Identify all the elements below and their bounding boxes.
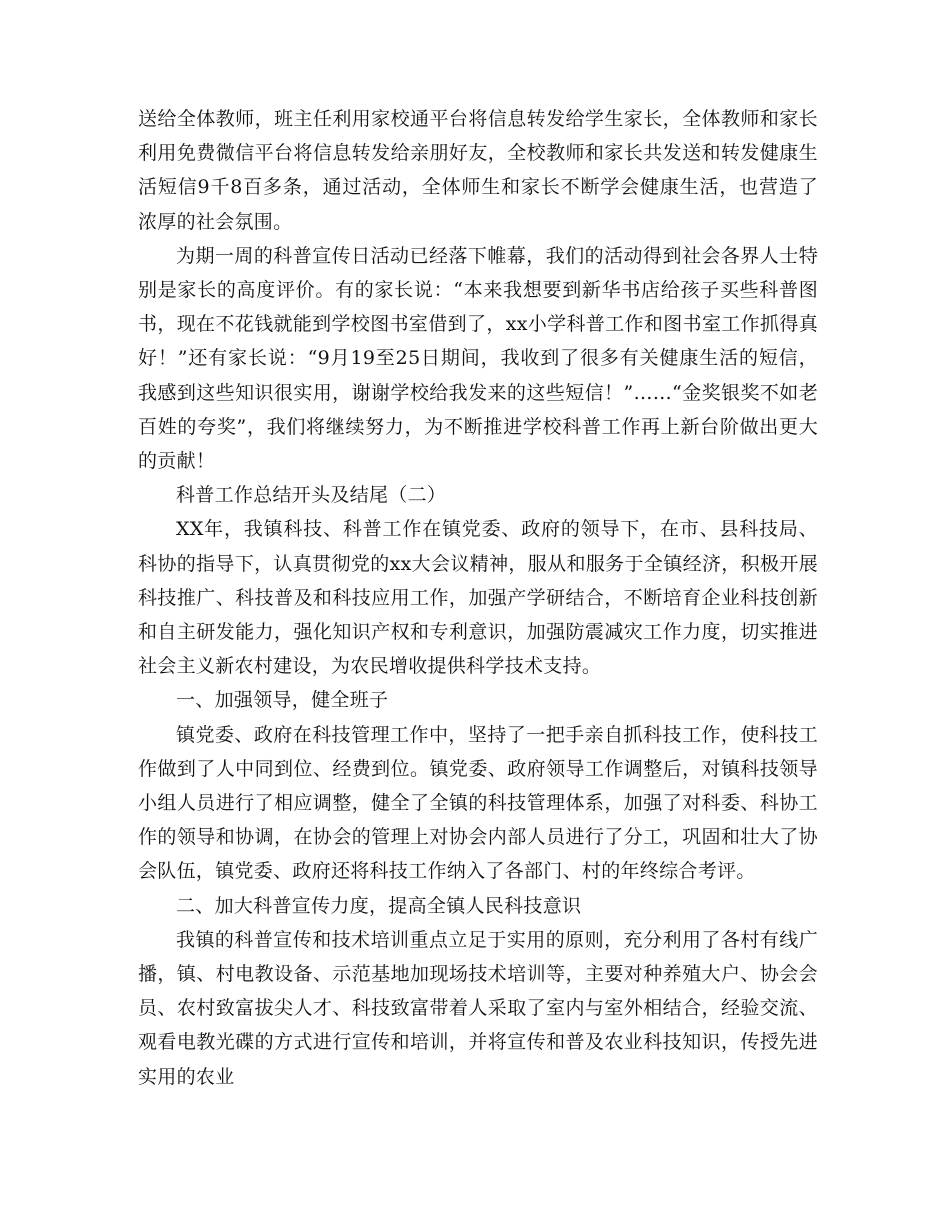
paragraph-2: 为期一周的科普宣传日活动已经落下帷幕，我们的活动得到社会各界人士特别是家长的高度评价。有的家长说：“本来我想要到新华书店给孩子买些科普图书，现在不花钱就能到学校图书室借到了，xx小学科普工作和图书室工作抓得真好！”还有家长说：“9月19至25日期间，我收到了很多有关健康生活的短信，我感到这些知识很实用，谢谢学校给我发来的这些短信！”……“金奖银奖不如老百姓的夸奖”，我们将继续努力，为不断推进学校科普工作再上新台阶做出更大的贡献！ [138,244,818,473]
paragraph-3: XX年，我镇科技、科普工作在镇党委、政府的领导下，在市、县科技局、科协的指导下，认真贯彻党的xx大会议精神，服从和服务于全镇经济，积极开展科技推广、科技普及和科技应用工作，加强产学研结合，不断培育企业科技创新和自主研发能力，强化知识产权和专利意识，加强防震减灾工作力度，切实推进社会主义新农村建设，为农民增收提供科学技术支持。 [138,518,818,678]
paragraph-4: 镇党委、政府在科技管理工作中，坚持了一把手亲自抓科技工作，使科技工作做到了人中同到位、经费到位。镇党委、政府领导工作调整后，对镇科技领导小组人员进行了相应调整，健全了全镇的科技管理体系，加强了对科委、科协工作的领导和协调，在协会的管理上对协会内部人员进行了分工，巩固和壮大了协会队伍，镇党委、政府还将科技工作纳入了各部门、村的年终综合考评。 [138,723,818,883]
paragraph-5: 我镇的科普宣传和技术培训重点立足于实用的原则，充分利用了各村有线广播，镇、村电教设备、示范基地加现场技术培训等，主要对种养殖大户、协会会员、农村致富拔尖人才、科技致富带着人采取了室内与室外相结合，经验交流、观看电教光碟的方式进行宣传和培训，并将宣传和普及农业科技知识，传授先进实用的农业 [138,928,818,1088]
subheading-1: 一、加强领导，健全班子 [176,689,389,712]
section-heading-2: 科普工作总结开头及结尾（二） [176,484,447,507]
paragraph-1: 送给全体教师，班主任利用家校通平台将信息转发给学生家长，全体教师和家长利用免费微信平台将信息转发给亲朋好友，全校教师和家长共发送和转发健康生活短信9千8百多条，通过活动，全体师生和家长不断学会健康生活，也营造了浓厚的社会氛围。 [138,108,818,233]
document-page [138,102,818,1094]
subheading-2: 二、加大科普宣传力度，提高全镇人民科技意识 [176,894,582,917]
